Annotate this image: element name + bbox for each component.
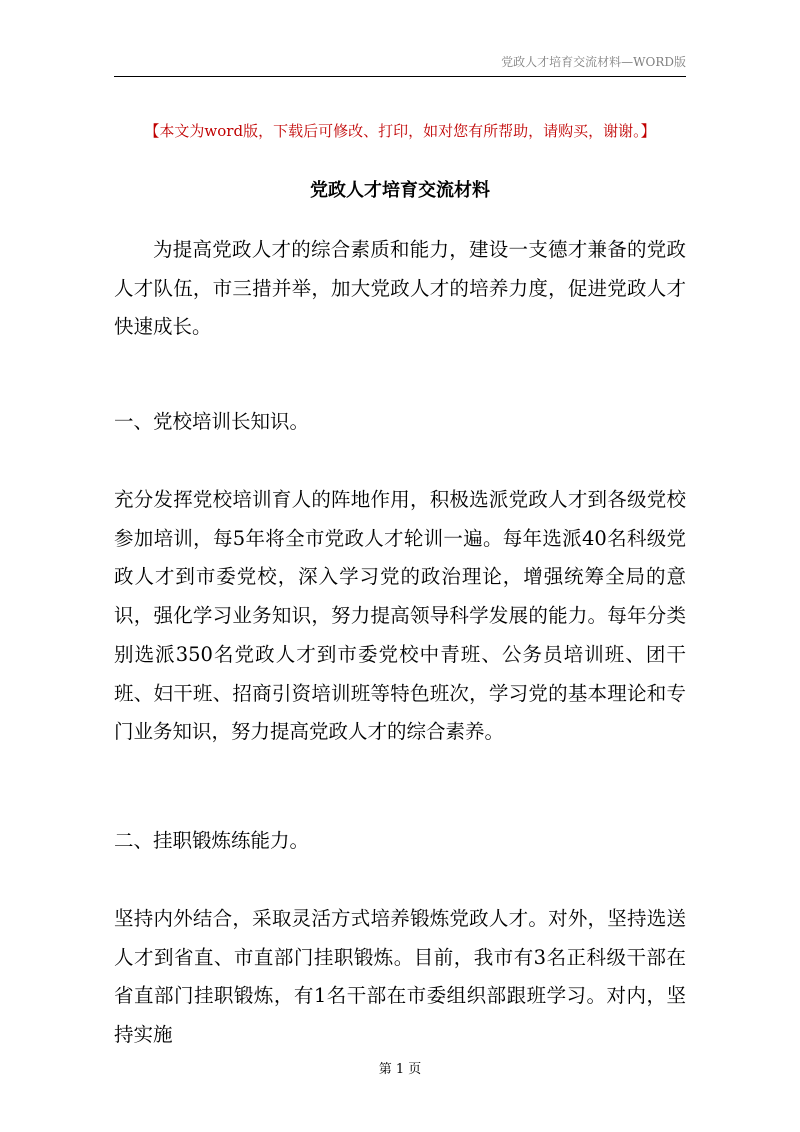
document-title: 党政人才培育交流材料 [310, 180, 490, 201]
section-2-paragraph: 坚持内外结合，采取灵活方式培养锻炼党政人才。对外，坚持选送人才到省直、市直部门挂职锻炼。目前，我市有3名正科级干部在省直部门挂职锻炼，有1名干部在市委组织部跟班学习。对内，坚持实施 [114, 907, 686, 1047]
section-1-paragraph: 充分发挥党校培训育人的阵地作用，积极选派党政人才到各级党校参加培训，每5年将全市党政人才轮训一遍。每年选派40名科级党政人才到市委党校，深入学习党的政治理论，增强统筹全局的意识，强化学习业务知识，努力提高领导科学发展的能力。每年分类别选派350名党政人才到市委党校中青班、公务员培训班、团干班、妇干班、招商引资培训班等特色班次，学习党的基本理论和专门业务知识，努力提高党政人才的综合素养。 [114, 488, 686, 744]
download-notice: 【本文为word版，下载后可修改、打印，如对您有所帮助，请购买，谢谢。】 [144, 122, 656, 140]
section-1-heading: 一、党校培训长知识。 [114, 410, 310, 433]
header-divider [114, 76, 686, 77]
section-2-heading: 二、挂职锻炼练能力。 [114, 829, 310, 852]
running-header: 党政人才培育交流材料—WORD版 [501, 55, 686, 69]
page-number: 第 1 页 [378, 1062, 422, 1077]
intro-paragraph: 为提高党政人才的综合素质和能力，建设一支德才兼备的党政人才队伍，市三措并举，加大党政人才的培养力度，促进党政人才快速成长。 [114, 238, 686, 339]
